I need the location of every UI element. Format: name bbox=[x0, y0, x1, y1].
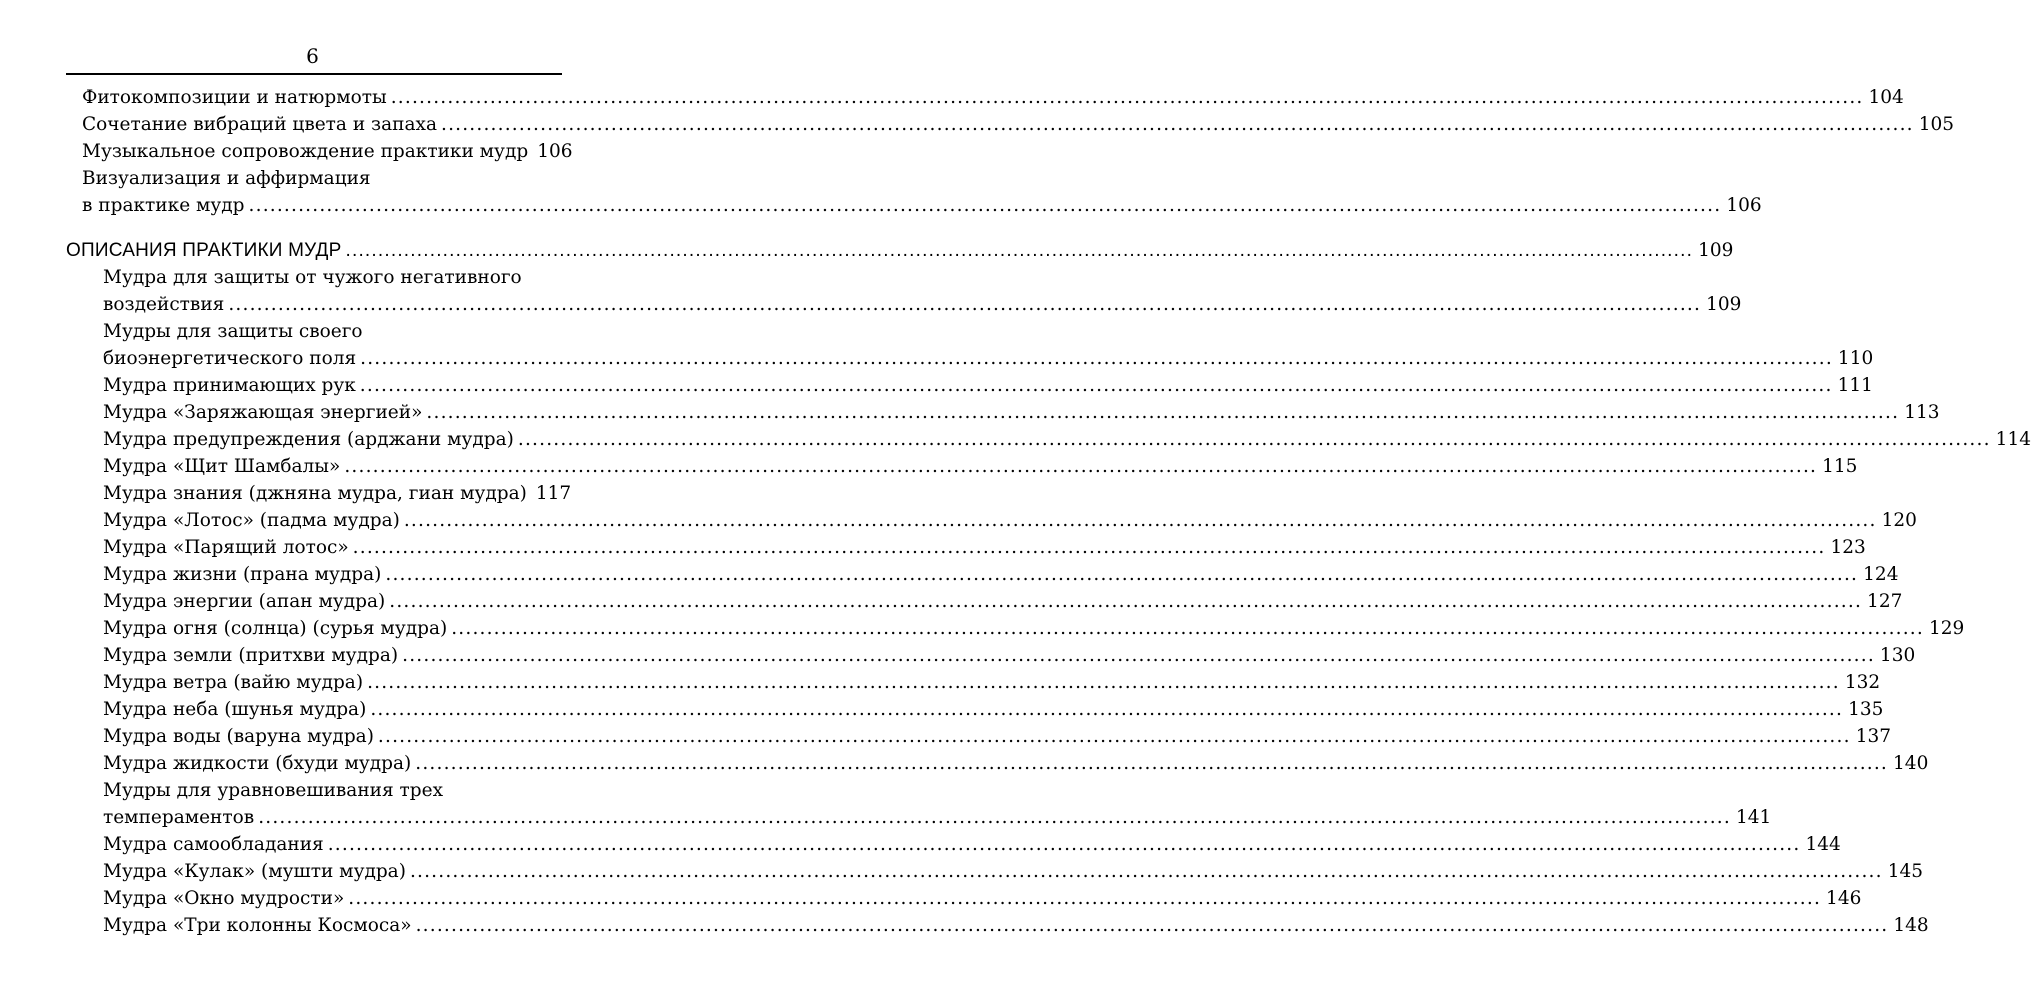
dot-leader bbox=[426, 399, 1899, 426]
dot-leader bbox=[385, 561, 1858, 588]
toc-entry bbox=[82, 84, 1904, 111]
toc-entry-title: Мудра предупреждения (арджани мудра) bbox=[103, 429, 514, 450]
toc-entry-title: Мудра «Заряжающая энергией» bbox=[103, 402, 423, 423]
toc-section-heading bbox=[66, 237, 1734, 264]
toc-page-number: 111 bbox=[1837, 375, 1873, 396]
toc-page-number: 123 bbox=[1830, 537, 1866, 558]
toc-page-number: 140 bbox=[1893, 753, 1929, 774]
toc-entry bbox=[82, 111, 1955, 138]
dot-leader bbox=[249, 192, 1722, 219]
toc-entry-continuation bbox=[103, 345, 1874, 372]
toc-page-number: 117 bbox=[535, 483, 572, 504]
toc-page-number: 127 bbox=[1867, 591, 1903, 612]
dot-leader bbox=[360, 372, 1833, 399]
toc-entry-title: Мудра земли (притхви мудра) bbox=[103, 645, 399, 666]
toc-entry-title: Мудра самообладания bbox=[103, 834, 324, 855]
dot-leader bbox=[258, 804, 1731, 831]
toc-page-number: 144 bbox=[1805, 834, 1841, 855]
header-rule bbox=[66, 73, 562, 75]
dot-leader bbox=[404, 507, 1877, 534]
dot-leader bbox=[228, 291, 1701, 318]
toc-entry-title-continuation: темпераментов bbox=[103, 807, 255, 828]
toc-entry-title: Мудра воды (варуна мудра) bbox=[103, 726, 374, 747]
toc-entry bbox=[103, 858, 1924, 885]
toc-page-number: 129 bbox=[1928, 618, 1965, 639]
dot-leader bbox=[410, 858, 1883, 885]
toc-page-number: 124 bbox=[1863, 564, 1899, 585]
toc-entry bbox=[103, 534, 1866, 561]
toc-entry-title: Мудра жидкости (бхуди мудра) bbox=[103, 753, 412, 774]
dot-leader bbox=[348, 885, 1821, 912]
dot-leader bbox=[328, 831, 1801, 858]
dot-leader bbox=[344, 453, 1817, 480]
dot-leader bbox=[416, 912, 1889, 939]
toc-page-number: 114 bbox=[1995, 429, 2031, 450]
toc-entry-title: Мудры для уравновешивания трех bbox=[103, 780, 444, 801]
toc-page-number: 137 bbox=[1855, 726, 1891, 747]
toc-entry-title: Мудры для защиты своего bbox=[103, 321, 363, 342]
toc-entry-title: Мудра для защиты от чужого негативного bbox=[103, 267, 522, 288]
toc-entry bbox=[103, 669, 1881, 696]
toc-entry bbox=[103, 696, 1884, 723]
toc-page-number: 141 bbox=[1735, 807, 1772, 828]
toc-entry bbox=[103, 615, 1965, 642]
dot-leader bbox=[441, 111, 1914, 138]
toc-entry bbox=[103, 507, 1917, 534]
toc-page-number: 130 bbox=[1879, 645, 1916, 666]
toc-entry-title: Мудра «Щит Шамбалы» bbox=[103, 456, 341, 477]
toc-entry-title: Мудра принимающих рук bbox=[103, 375, 356, 396]
toc-entry-title: Мудра «Кулак» (мушти мудра) bbox=[103, 861, 406, 882]
dot-leader bbox=[360, 345, 1833, 372]
toc-section-title: ОПИСАНИЯ ПРАКТИКИ МУДР bbox=[66, 240, 342, 261]
dot-leader bbox=[353, 534, 1826, 561]
toc-entry bbox=[103, 561, 1899, 588]
dot-leader bbox=[346, 237, 1694, 264]
toc-page-number: 106 bbox=[1726, 195, 1762, 216]
toc-entry-continuation bbox=[103, 804, 1772, 831]
toc-page-number: 146 bbox=[1826, 888, 1862, 909]
dot-leader bbox=[518, 426, 1991, 453]
toc-page-number: 106 bbox=[537, 141, 573, 162]
dot-leader bbox=[378, 723, 1851, 750]
toc-entry bbox=[103, 318, 562, 345]
toc-page-number: 115 bbox=[1822, 456, 1858, 477]
page-number: 6 bbox=[306, 44, 319, 68]
toc-entry-title: Фитокомпозиции и натюрмоты bbox=[82, 87, 387, 108]
dot-leader bbox=[389, 588, 1862, 615]
toc-entry-title: Мудра «Три колонны Космоса» bbox=[103, 915, 412, 936]
dot-leader bbox=[415, 750, 1888, 777]
toc-entry bbox=[82, 138, 573, 165]
toc-page-number: 113 bbox=[1904, 402, 1940, 423]
toc-entry-title: Мудра «Лотос» (падма мудра) bbox=[103, 510, 400, 531]
toc-entry bbox=[103, 426, 2031, 453]
toc-entry-title: Мудра ветра (вайю мудра) bbox=[103, 672, 364, 693]
toc-entry-title: Мудра жизни (прана мудра) bbox=[103, 564, 382, 585]
toc-page-number: 104 bbox=[1868, 87, 1904, 108]
dot-leader bbox=[391, 84, 1864, 111]
toc-entry bbox=[103, 642, 1916, 669]
toc-page-number: 145 bbox=[1887, 861, 1924, 882]
dot-leader bbox=[370, 696, 1843, 723]
toc-entry-title: Мудра знания (джняна мудра, гиан мудра) bbox=[103, 483, 527, 504]
toc-entry-title: Музыкальное сопровождение практики мудр bbox=[82, 141, 529, 162]
toc-entry bbox=[82, 165, 562, 192]
dot-leader bbox=[451, 615, 1924, 642]
toc-page-number: 105 bbox=[1918, 114, 1955, 135]
toc-entry bbox=[103, 912, 1929, 939]
toc-entry-title: Визуализация и аффирмация bbox=[82, 168, 371, 189]
toc-page-number: 148 bbox=[1893, 915, 1929, 936]
dot-leader bbox=[402, 642, 1875, 669]
toc-entry bbox=[103, 453, 1858, 480]
toc-entry bbox=[103, 885, 1862, 912]
toc-entry-title: Мудра «Парящий лотос» bbox=[103, 537, 349, 558]
toc-entry bbox=[103, 777, 562, 804]
toc-entry-title: Сочетание вибраций цвета и запаха bbox=[82, 114, 437, 135]
toc-page-number: 110 bbox=[1837, 348, 1874, 369]
toc-page-number: 120 bbox=[1881, 510, 1917, 531]
toc-page-number: 109 bbox=[1706, 294, 1742, 315]
toc-entry-title-continuation: в практике мудр bbox=[82, 195, 245, 216]
toc-entry-title: Мудра «Окно мудрости» bbox=[103, 888, 345, 909]
toc-entry bbox=[103, 750, 1929, 777]
toc-page-number: 109 bbox=[1698, 240, 1734, 261]
toc-entry bbox=[103, 588, 1903, 615]
toc-entry-title: Мудра огня (солнца) (сурья мудра) bbox=[103, 618, 448, 639]
toc-entry-title-continuation: воздействия bbox=[103, 294, 225, 315]
toc-entry-continuation bbox=[103, 291, 1742, 318]
toc-entry bbox=[103, 399, 1940, 426]
toc-page-number: 132 bbox=[1844, 672, 1881, 693]
toc-page-number: 135 bbox=[1848, 699, 1884, 720]
dot-leader bbox=[367, 669, 1840, 696]
toc-entry bbox=[103, 831, 1841, 858]
toc-entry bbox=[103, 480, 572, 507]
toc-entry bbox=[103, 264, 562, 291]
toc-entry bbox=[103, 723, 1891, 750]
toc-entry-title: Мудра энергии (апан мудра) bbox=[103, 591, 386, 612]
toc-entry-title-continuation: биоэнергетического поля bbox=[103, 348, 357, 369]
toc-entry-continuation bbox=[82, 192, 1762, 219]
toc-entry-title: Мудра неба (шунья мудра) bbox=[103, 699, 367, 720]
toc-entry bbox=[103, 372, 1873, 399]
